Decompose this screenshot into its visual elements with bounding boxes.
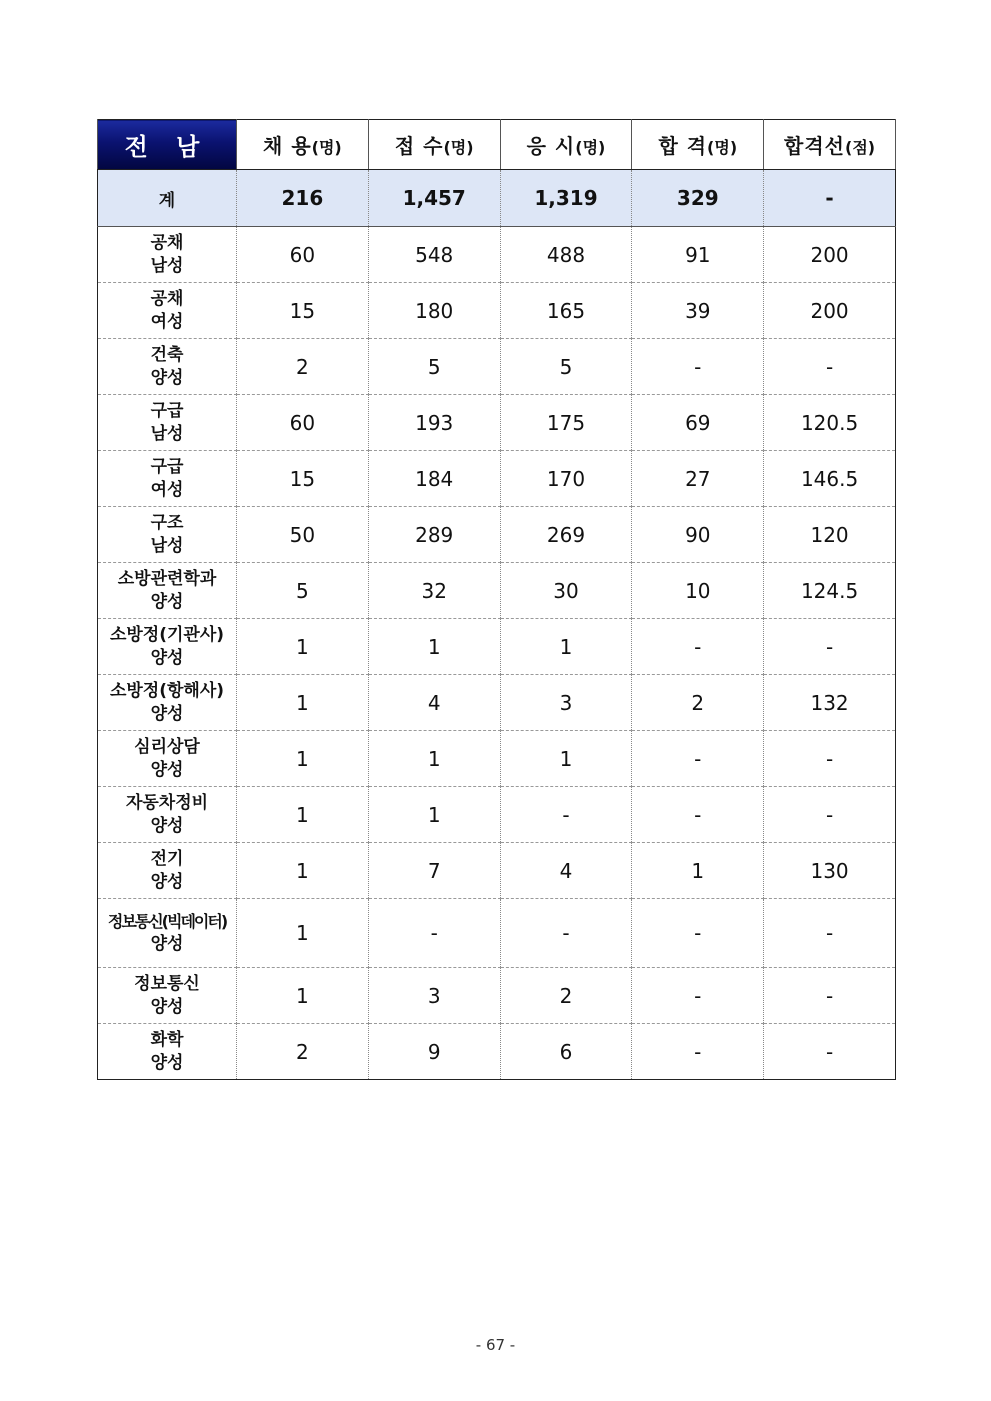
table-cell: 1 [237, 968, 369, 1024]
table-cell: 5 [500, 339, 632, 395]
table-cell: 5 [368, 339, 500, 395]
table-cell: 6 [500, 1024, 632, 1080]
table-cell: 132 [764, 675, 896, 731]
table-cell: - [368, 899, 500, 968]
table-cell: 1 [237, 619, 369, 675]
table-cell: 146.5 [764, 451, 896, 507]
table-cell: 120 [764, 507, 896, 563]
total-row [98, 170, 896, 227]
column-header-examined: 응 시(명) [500, 120, 632, 170]
table-cell: 7 [368, 843, 500, 899]
table-cell: 4 [500, 843, 632, 899]
table-cell: 15 [237, 451, 369, 507]
row-label: 건축 양성 [98, 339, 237, 395]
table-cell: 120.5 [764, 395, 896, 451]
total-cell: 1,457 [368, 170, 500, 227]
column-header-hired: 채 용(명) [237, 120, 369, 170]
table-cell: 193 [368, 395, 500, 451]
table-cell: 90 [632, 507, 764, 563]
table-row [98, 675, 896, 731]
row-label: 공채 남성 [98, 227, 237, 283]
table-cell: 2 [500, 968, 632, 1024]
table-cell: 2 [237, 1024, 369, 1080]
row-label: 자동차정비 양성 [98, 787, 237, 843]
table-cell: 130 [764, 843, 896, 899]
table-row [98, 227, 896, 283]
column-header-passed: 합 격(명) [632, 120, 764, 170]
table-row [98, 283, 896, 339]
table-cell: 27 [632, 451, 764, 507]
table-cell: - [632, 339, 764, 395]
table-cell: 1 [368, 731, 500, 787]
table-cell: 165 [500, 283, 632, 339]
table-cell: - [632, 731, 764, 787]
row-label: 소방관련학과 양성 [98, 563, 237, 619]
total-cell: 329 [632, 170, 764, 227]
table-cell: 1 [237, 843, 369, 899]
table-cell: - [632, 968, 764, 1024]
table-row [98, 899, 896, 968]
table-cell: - [500, 787, 632, 843]
row-label: 구급 여성 [98, 451, 237, 507]
column-header-applied: 접 수(명) [368, 120, 500, 170]
row-label: 공채 여성 [98, 283, 237, 339]
table-cell: 60 [237, 227, 369, 283]
row-label: 정보통신 양성 [98, 968, 237, 1024]
table-cell: 39 [632, 283, 764, 339]
table-row [98, 451, 896, 507]
table-cell: 50 [237, 507, 369, 563]
table-cell: 548 [368, 227, 500, 283]
total-cell: 216 [237, 170, 369, 227]
table-header-row [98, 120, 896, 170]
table-row [98, 843, 896, 899]
table-cell: 30 [500, 563, 632, 619]
table-row [98, 787, 896, 843]
table-cell: 1 [237, 787, 369, 843]
table-row [98, 731, 896, 787]
row-label: 화학 양성 [98, 1024, 237, 1080]
table-row [98, 395, 896, 451]
row-label: 소방정(항해사) 양성 [98, 675, 237, 731]
table-cell: 10 [632, 563, 764, 619]
table-cell: - [764, 619, 896, 675]
table-cell: 2 [237, 339, 369, 395]
region-header: 전 남 [98, 120, 237, 170]
table-cell: 1 [368, 619, 500, 675]
table-cell: 9 [368, 1024, 500, 1080]
table-cell: 1 [632, 843, 764, 899]
table-cell: 289 [368, 507, 500, 563]
table-cell: 1 [500, 619, 632, 675]
total-label: 계 [98, 170, 237, 227]
table-cell: 175 [500, 395, 632, 451]
table-cell: 180 [368, 283, 500, 339]
row-label: 심리상담 양성 [98, 731, 237, 787]
total-cell: 1,319 [500, 170, 632, 227]
table-cell: - [764, 731, 896, 787]
table-cell: 170 [500, 451, 632, 507]
page-number: - 67 - [475, 1336, 516, 1354]
table-row [98, 563, 896, 619]
table-cell: - [632, 619, 764, 675]
table-cell: - [764, 1024, 896, 1080]
table-cell: - [632, 787, 764, 843]
table-cell: 200 [764, 283, 896, 339]
table-cell: 3 [368, 968, 500, 1024]
row-label: 구조 남성 [98, 507, 237, 563]
table-cell: - [764, 339, 896, 395]
row-label: 구급 남성 [98, 395, 237, 451]
table-cell: 124.5 [764, 563, 896, 619]
table-cell: 69 [632, 395, 764, 451]
table-cell: 2 [632, 675, 764, 731]
table-row [98, 968, 896, 1024]
table-cell: 60 [237, 395, 369, 451]
table-cell: 200 [764, 227, 896, 283]
total-cell: - [764, 170, 896, 227]
recruitment-stats-table [97, 119, 896, 1080]
table-cell: 1 [500, 731, 632, 787]
table-cell: 1 [237, 899, 369, 968]
table-row [98, 1024, 896, 1080]
table-row [98, 339, 896, 395]
table-cell: 488 [500, 227, 632, 283]
table-cell: - [632, 1024, 764, 1080]
table-cell: 1 [237, 731, 369, 787]
row-label: 소방정(기관사) 양성 [98, 619, 237, 675]
table-row [98, 507, 896, 563]
table-cell: 5 [237, 563, 369, 619]
table-cell: - [764, 968, 896, 1024]
table-cell: - [764, 787, 896, 843]
table-row [98, 619, 896, 675]
table-cell: 184 [368, 451, 500, 507]
table-cell: 3 [500, 675, 632, 731]
table-cell: 15 [237, 283, 369, 339]
table-cell: 269 [500, 507, 632, 563]
table-cell: 32 [368, 563, 500, 619]
table-cell: 1 [368, 787, 500, 843]
table-cell: - [500, 899, 632, 968]
row-label: 전기 양성 [98, 843, 237, 899]
column-header-cutoff: 합격선(점) [764, 120, 896, 170]
row-label: 정보통신(빅데이터) 양성 [98, 899, 237, 968]
table-cell: - [764, 899, 896, 968]
table-cell: - [632, 899, 764, 968]
table-cell: 1 [237, 675, 369, 731]
table-cell: 4 [368, 675, 500, 731]
table-cell: 91 [632, 227, 764, 283]
